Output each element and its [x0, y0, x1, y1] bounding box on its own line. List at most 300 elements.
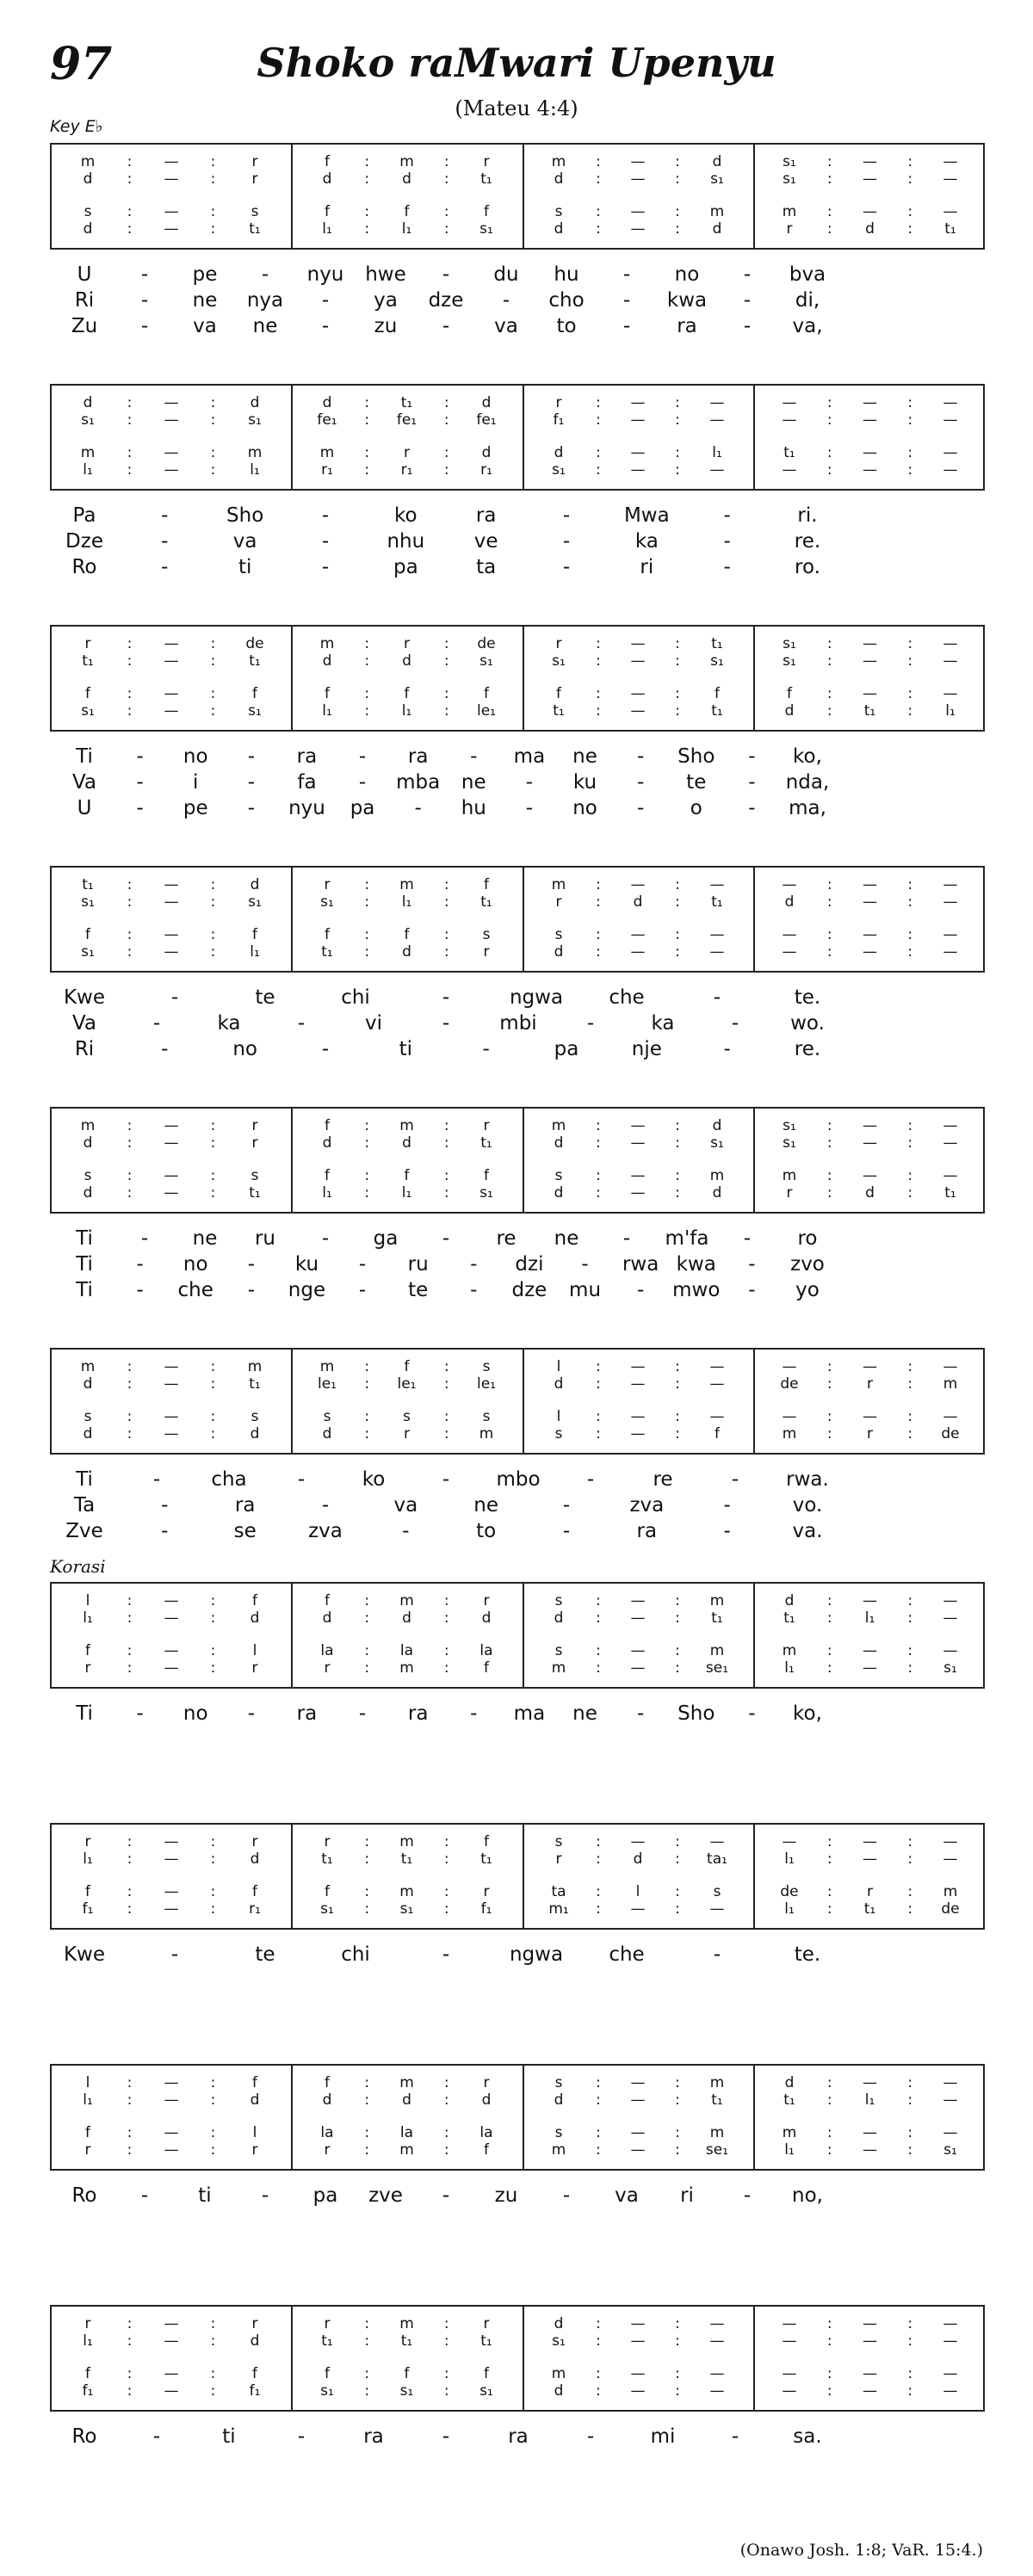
beat-separator: :	[675, 1833, 680, 1850]
lyric-syllable: Ti	[76, 1227, 93, 1250]
solfa-note: —	[782, 411, 797, 429]
solfa-note: d	[83, 1425, 93, 1442]
beat-separator: :	[596, 203, 601, 220]
solfa-note: r	[251, 1659, 258, 1677]
solfa-note: s	[251, 1167, 259, 1184]
lyric-syllable: re.	[794, 530, 821, 553]
lyric-syllable: Zve	[65, 1520, 103, 1542]
solfa-note: m	[709, 1167, 725, 1184]
solfa-note: —	[164, 411, 179, 429]
beat-separator: :	[596, 1609, 601, 1627]
solfa-note: —	[630, 876, 646, 893]
syllable-hyphen: -	[358, 1253, 367, 1276]
solfa-note: r	[324, 2315, 331, 2332]
syllable-hyphen: -	[622, 315, 631, 337]
lyric-line	[50, 769, 985, 795]
scripture-reference: (Mateu 4:4)	[455, 96, 578, 120]
music-system	[50, 1107, 985, 1305]
beat-separator: :	[443, 1184, 449, 1202]
music-system	[50, 625, 985, 823]
solfa-note: —	[782, 2365, 797, 2382]
syllable-hyphen: -	[321, 1227, 330, 1250]
solfa-note: —	[863, 1659, 877, 1677]
syllable-hyphen: -	[140, 2184, 149, 2207]
voice-row	[52, 1609, 983, 1627]
beat-separator: :	[596, 1358, 601, 1375]
solfa-note: s₁	[81, 411, 95, 429]
syllable-hyphen: -	[136, 745, 144, 768]
lyric-syllable: dzi	[515, 1253, 544, 1276]
lyrics-block	[50, 262, 985, 341]
lyrics-block	[50, 1701, 985, 1780]
beat-separator: :	[826, 1850, 832, 1868]
beat-separator: :	[596, 1900, 601, 1918]
lyric-syllable: ko	[394, 504, 418, 527]
voice-row	[52, 394, 983, 411]
lyric-syllable: nya	[246, 289, 284, 312]
beat-separator: :	[907, 444, 913, 461]
solfa-note: d	[481, 394, 492, 411]
beat-separator: :	[364, 685, 370, 702]
lyric-syllable: bva	[789, 263, 826, 286]
solfa-note: d	[554, 170, 564, 188]
solfa-note: f	[714, 685, 720, 702]
lyric-syllable: hu	[461, 797, 486, 819]
solfa-note: s₁	[399, 2382, 414, 2400]
beat-separator: :	[826, 1184, 832, 1202]
lyric-syllable: pa	[393, 556, 418, 578]
lyric-syllable: Ri	[74, 1038, 95, 1060]
lyric-syllable: ya	[374, 289, 398, 312]
solfa-note: s	[554, 1833, 563, 1850]
solfa-note: —	[164, 1408, 179, 1425]
beat-separator: :	[907, 635, 913, 652]
solfa-note: m	[479, 1425, 494, 1442]
beat-separator: :	[127, 2382, 133, 2400]
solfa-note: —	[164, 2141, 179, 2159]
lyric-syllable: ne	[192, 289, 218, 312]
voice-row	[52, 1883, 983, 1900]
lyric-syllable: di,	[795, 289, 820, 312]
solfa-note: —	[943, 1408, 958, 1425]
solfa-note: —	[630, 1184, 646, 1202]
voice-row	[52, 1167, 983, 1184]
solfa-note: t₁	[400, 1850, 413, 1868]
beat-separator: :	[826, 1408, 832, 1425]
beat-separator: :	[596, 1833, 601, 1850]
solfa-note: f	[484, 1167, 489, 1184]
beat-separator: :	[127, 153, 133, 170]
voice-row	[52, 943, 983, 961]
beat-separator: :	[127, 635, 133, 652]
beat-separator: :	[907, 702, 913, 720]
solfa-note: —	[709, 2315, 725, 2332]
solfa-note: —	[943, 1592, 958, 1609]
beat-separator: :	[210, 1659, 216, 1677]
solfa-note: s	[251, 203, 259, 220]
lyric-syllable: kwa	[666, 289, 708, 312]
syllable-hyphen: -	[748, 1253, 756, 1276]
syllable-hyphen: -	[247, 745, 255, 768]
beat-separator: :	[443, 1425, 449, 1442]
syllable-hyphen: -	[743, 289, 752, 312]
music-system	[50, 384, 985, 582]
solfa-note: s	[482, 1358, 491, 1375]
beat-separator: :	[443, 411, 449, 429]
solfa-note: —	[863, 893, 877, 911]
solfa-note: —	[164, 2124, 179, 2141]
beat-separator: :	[364, 2141, 370, 2159]
beat-separator: :	[907, 394, 913, 411]
lyric-syllable: no,	[792, 2184, 823, 2207]
solfa-note: l₁	[322, 702, 332, 720]
beat-separator: :	[596, 652, 601, 670]
lyric-syllable: ko	[362, 1468, 386, 1491]
music-system	[50, 1348, 985, 1546]
lyric-syllable: mba	[396, 771, 441, 794]
beat-separator: :	[443, 170, 449, 188]
beat-separator: :	[443, 1134, 449, 1152]
solfa-note: de	[780, 1375, 799, 1393]
beat-separator: :	[596, 893, 601, 911]
beat-separator: :	[210, 1134, 216, 1152]
syllable-hyphen: -	[161, 1520, 169, 1542]
lyric-syllable: no	[182, 745, 208, 768]
voice-row	[52, 1642, 983, 1659]
syllable-hyphen: -	[470, 1253, 478, 1276]
syllable-hyphen: -	[321, 1038, 330, 1060]
solfa-note: —	[164, 461, 179, 479]
solfa-note: —	[164, 1592, 179, 1609]
beat-separator: :	[127, 1184, 133, 1202]
syllable-hyphen: -	[748, 797, 756, 819]
beat-separator: :	[210, 926, 216, 943]
solfa-note: d	[784, 2074, 795, 2091]
lyric-syllable: U	[77, 263, 92, 286]
lyric-line	[50, 795, 985, 821]
solfa-note: d	[83, 394, 93, 411]
syllable-hyphen: -	[247, 1702, 255, 1725]
beat-separator: :	[364, 1134, 370, 1152]
solfa-note: s₁	[81, 893, 95, 911]
syllable-hyphen: -	[442, 1012, 450, 1035]
beat-separator: :	[210, 2332, 216, 2350]
solfa-note: m	[399, 153, 414, 170]
solfa-note: —	[164, 652, 179, 670]
lyric-syllable: ru	[254, 1227, 276, 1250]
beat-separator: :	[443, 2382, 449, 2400]
solfa-note: —	[863, 153, 877, 170]
solfa-note: s₁	[320, 2382, 334, 2400]
beat-separator: :	[364, 1900, 370, 1918]
solfa-note: m	[399, 1833, 414, 1850]
lyric-line	[50, 1036, 985, 1062]
lyric-syllable: te	[408, 1279, 429, 1301]
lyric-syllable: to	[476, 1520, 497, 1542]
beat-separator: :	[127, 2315, 133, 2332]
beat-separator: :	[675, 685, 680, 702]
solfa-note: —	[164, 926, 179, 943]
lyric-syllable: dze	[511, 1279, 547, 1301]
solfa-note: —	[164, 1609, 179, 1627]
lyric-line	[50, 744, 985, 769]
solfa-note: —	[782, 943, 797, 961]
solfa-note: r	[483, 1592, 490, 1609]
solfa-note: l₁	[401, 893, 412, 911]
lyric-syllable: ra	[296, 745, 318, 768]
solfa-note: d	[402, 2091, 411, 2109]
staff-box	[50, 625, 985, 732]
beat-separator: :	[675, 153, 680, 170]
solfa-note: f₁	[82, 2382, 94, 2400]
beat-separator: :	[443, 652, 449, 670]
syllable-hyphen: -	[136, 1279, 144, 1301]
lyric-line	[50, 985, 985, 1010]
lyric-syllable: ra	[407, 1702, 429, 1725]
solfa-note: f	[325, 153, 330, 170]
lyric-syllable: te.	[794, 986, 821, 1009]
syllable-hyphen: -	[731, 2425, 739, 2448]
lyric-syllable: no	[182, 1253, 208, 1276]
beat-separator: :	[364, 652, 370, 670]
solfa-note: t₁	[249, 1375, 261, 1393]
solfa-note: d	[322, 1134, 332, 1152]
lyric-syllable: nyu	[306, 263, 344, 286]
solfa-note: f₁	[553, 411, 565, 429]
beat-separator: :	[210, 394, 216, 411]
beat-separator: :	[364, 2332, 370, 2350]
solfa-note: —	[943, 635, 958, 652]
solfa-note: —	[630, 926, 646, 943]
lyric-syllable: cha	[211, 1468, 247, 1491]
beat-separator: :	[210, 153, 216, 170]
beat-separator: :	[907, 1358, 913, 1375]
solfa-note: s₁	[81, 943, 95, 961]
solfa-note: —	[709, 394, 725, 411]
beat-separator: :	[907, 1167, 913, 1184]
solfa-note: m	[319, 635, 335, 652]
solfa-note: —	[164, 1117, 179, 1134]
solfa-note: —	[630, 153, 646, 170]
lyric-syllable: rwa	[622, 1253, 659, 1276]
beat-separator: :	[364, 943, 370, 961]
solfa-note: —	[863, 2315, 877, 2332]
music-system	[50, 2305, 985, 2503]
beat-separator: :	[210, 461, 216, 479]
solfa-note: t₁	[82, 652, 94, 670]
beat-separator: :	[826, 1659, 832, 1677]
solfa-note: f	[252, 1883, 257, 1900]
solfa-note: t₁	[249, 1184, 261, 1202]
beat-separator: :	[210, 2141, 216, 2159]
voice-row	[52, 926, 983, 943]
solfa-note: r	[251, 170, 258, 188]
solfa-note: t₁	[783, 444, 795, 461]
lyric-syllable: Kwe	[63, 1943, 106, 1966]
solfa-note: —	[630, 702, 646, 720]
beat-separator: :	[127, 893, 133, 911]
solfa-note: s₁	[552, 461, 566, 479]
lyric-syllable: mu	[569, 1279, 602, 1301]
beat-separator: :	[675, 893, 680, 911]
solfa-note: —	[630, 1900, 646, 1918]
solfa-note: —	[164, 1134, 179, 1152]
beat-separator: :	[596, 702, 601, 720]
lyric-syllable: re	[653, 1468, 673, 1491]
beat-separator: :	[596, 1408, 601, 1425]
solfa-note: s	[554, 1592, 563, 1609]
solfa-note: s	[251, 1408, 259, 1425]
syllable-hyphen: -	[636, 797, 645, 819]
beat-separator: :	[826, 876, 832, 893]
solfa-note: t₁	[553, 702, 565, 720]
beat-separator: :	[907, 1134, 913, 1152]
beat-separator: :	[364, 2382, 370, 2400]
lyric-syllable: te	[686, 771, 707, 794]
beat-separator: :	[127, 1833, 133, 1850]
lyric-line	[50, 1226, 985, 1251]
beat-separator: :	[907, 2074, 913, 2091]
syllable-hyphen: -	[321, 315, 330, 337]
solfa-note: r	[84, 1833, 91, 1850]
beat-separator: :	[675, 1167, 680, 1184]
beat-separator: :	[210, 1375, 216, 1393]
lyric-syllable: te.	[794, 1943, 821, 1966]
solfa-note: m	[247, 1358, 263, 1375]
solfa-note: le₁	[477, 702, 496, 720]
beat-separator: :	[210, 635, 216, 652]
staff-box	[50, 866, 985, 973]
lyric-syllable: che	[609, 1943, 645, 1966]
solfa-note: —	[164, 1900, 179, 1918]
solfa-note: l₁	[945, 702, 956, 720]
solfa-note: m	[399, 2141, 414, 2159]
solfa-note: —	[863, 943, 877, 961]
voice-row	[52, 2332, 983, 2350]
lyric-syllable: Va	[71, 771, 97, 794]
solfa-note: s₁	[479, 1184, 493, 1202]
beat-separator: :	[443, 926, 449, 943]
solfa-note: d	[554, 943, 564, 961]
solfa-note: —	[630, 220, 646, 238]
solfa-note: —	[709, 2382, 725, 2400]
beat-separator: :	[210, 1408, 216, 1425]
beat-separator: :	[826, 2091, 832, 2109]
lyric-syllable: fa	[297, 771, 317, 794]
solfa-note: —	[164, 1642, 179, 1659]
beat-separator: :	[826, 394, 832, 411]
beat-separator: :	[364, 411, 370, 429]
beat-separator: :	[127, 1642, 133, 1659]
beat-separator: :	[826, 1883, 832, 1900]
staff-box	[50, 2064, 985, 2171]
beat-separator: :	[675, 1184, 680, 1202]
solfa-note: d	[322, 1609, 332, 1627]
voice-row	[52, 461, 983, 479]
chorus-label: Korasi	[50, 1556, 106, 1577]
solfa-note: l	[252, 1642, 257, 1659]
solfa-note: d	[250, 2091, 260, 2109]
lyric-syllable: zva	[308, 1520, 343, 1542]
solfa-note: —	[943, 2091, 958, 2109]
solfa-note: d	[402, 1609, 411, 1627]
solfa-note: t₁	[783, 2091, 795, 2109]
lyric-syllable: ma	[513, 1702, 546, 1725]
solfa-note: d	[250, 1850, 260, 1868]
beat-separator: :	[127, 943, 133, 961]
solfa-note: de	[941, 1425, 960, 1442]
beat-separator: :	[364, 203, 370, 220]
syllable-hyphen: -	[442, 1227, 450, 1250]
lyric-syllable: che	[177, 1279, 213, 1301]
solfa-note: —	[164, 203, 179, 220]
solfa-note: d	[402, 1134, 411, 1152]
beat-separator: :	[675, 1850, 680, 1868]
lyrics-block	[50, 744, 985, 823]
syllable-hyphen: -	[170, 1943, 179, 1966]
beat-separator: :	[127, 170, 133, 188]
syllable-hyphen: -	[358, 1702, 367, 1725]
solfa-note: —	[709, 926, 725, 943]
solfa-note: f	[85, 2365, 90, 2382]
beat-separator: :	[127, 394, 133, 411]
beat-separator: :	[210, 2382, 216, 2400]
voice-row	[52, 2074, 983, 2091]
lyric-syllable: chi	[341, 1943, 370, 1966]
beat-separator: :	[675, 1408, 680, 1425]
beat-separator: :	[907, 876, 913, 893]
lyric-syllable: Ti	[76, 1468, 93, 1491]
voice-row	[52, 2382, 983, 2400]
lyric-syllable: re	[496, 1227, 516, 1250]
beat-separator: :	[596, 2382, 601, 2400]
beat-separator: :	[443, 444, 449, 461]
solfa-note: s₁	[320, 893, 334, 911]
syllable-hyphen: -	[161, 1494, 169, 1517]
beat-separator: :	[443, 702, 449, 720]
hymn-title: Shoko raMwari Upenyu	[257, 40, 776, 86]
lyric-syllable: ne	[572, 1702, 597, 1725]
solfa-note: l₁	[401, 220, 412, 238]
lyric-syllable: Ro	[71, 2425, 97, 2448]
beat-separator: :	[675, 203, 680, 220]
syllable-hyphen: -	[586, 1468, 595, 1491]
solfa-note: m	[709, 203, 725, 220]
lyric-syllable: ta	[476, 556, 497, 578]
syllable-hyphen: -	[562, 1520, 571, 1542]
lyric-syllable: ma,	[789, 797, 826, 819]
beat-separator: :	[443, 635, 449, 652]
solfa-note: —	[630, 1358, 646, 1375]
solfa-note: t₁	[711, 893, 723, 911]
beat-separator: :	[907, 2332, 913, 2350]
lyric-syllable: zve	[368, 2184, 403, 2207]
lyric-syllable: ngwa	[509, 1943, 564, 1966]
solfa-note: t₁	[400, 394, 413, 411]
solfa-note: ta₁	[707, 1850, 727, 1868]
solfa-note: s₁	[782, 1134, 796, 1152]
solfa-note: fe₁	[317, 411, 337, 429]
lyric-syllable: hu	[554, 263, 579, 286]
solfa-note: d	[322, 2091, 332, 2109]
beat-separator: :	[127, 461, 133, 479]
solfa-note: de	[941, 1900, 960, 1918]
beat-separator: :	[596, 1592, 601, 1609]
voice-row	[52, 203, 983, 220]
lyric-syllable: ri	[640, 556, 654, 578]
solfa-note: d	[784, 1592, 795, 1609]
beat-separator: :	[443, 461, 449, 479]
